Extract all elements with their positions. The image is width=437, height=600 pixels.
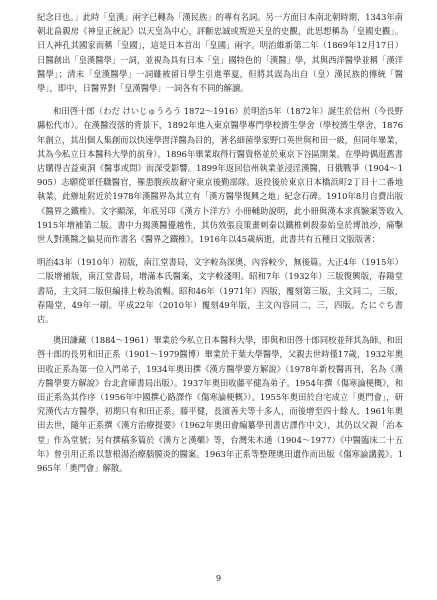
document-body (37, 10, 403, 475)
paragraph-4: 奧田謙藏（1884～1961）畢業於今私立日本醫科大學，即與和田啓十郎同校並拜其為師。和田啓十郎的長男和田正系（1901～1979醫博）畢業於千葉大學醫學，父親去世時僅17歲，1932年奧田收正系為第一位入門弟子，1934年奧田撰《漢方醫學要方解說》（1978年新校醫再刊，名為《漢方醫學要方解說》台北倉庫書局出版）。1937年奧田收藤平健為弟子。1954年撰《傷寒論梗概》，和田正系為其作序（1956年中國撰心路譯作《傷寒論梗概》）。1955年奧田於自宅成立「奧門會」，研究漢代古方醫學，初期只有和田正系，藤平健，長濱善夫等十多人，而後增至四十餘人。1961年奧田去世，隨年正系撰《漢方治療提要》（1962年奧田會編纂學刊書店譯作中文），其仍以父親「治本堂」作為堂號；另有撰稿多篇於《漢方と漢藥》等，台灣朱木通（1904～1977）《中醫臨床二十五年》曾引用正系以慧根湯治療腦膜炎的醫案。1963年正系等整理奧田遺作而出版《傷寒論講義》。1965年「奧門會」解散。 (37, 335, 403, 474)
paragraph-2: 和田啓十郎（わだ けいじゅうろう 1872～1916）於明治5年（1872年）誕生於信州（今長野縣松代市）。在漢醫沒落的背景下，1892年進入東京醫學專門學校濟生學舍（學校濟生學舍，1876年創立，其出個人集創而以快速學習洋醫為目的，著名細菌學家野口英世與和田一級，但同年畢業，其為今私立日本醫科大學的前身）。1896年畢業取得行醫資格並於東京下谷區開業。在學時偶逛舊書店購得吉益東洞《醫事或問》而深受影響。1899年返回信州執業並浸淫漢醫，日俄戰爭（1904～1905）志願從軍任職醫官，罹患腹疾故辭守東京後勤部隊。返投後於東京日本橋浜町2丁目十二番地執業，此辦址附近於1978年漢醫界為其立有「漢方醫學復興之地」紀念石碑。1910年8月自費出版《醫界之鐵椎》。文字顯深，年底另印《漢方卜洋方》小冊輔助說明，此小冊與漢本求真驗案等收入1915年增補第二版。書中力揭漢醫優越性，其仿效張良策畫刺秦以鐵椎刺殺秦始皇於博浪沙，痛擊世人對漢醫之偏見而作書名《醫界之鐵椎》。1916年以45歲病逝，此書共有五種日文版版著： (37, 106, 403, 245)
paragraph-1: 紀念日也。」此時「皇漢」兩字已轉為「漢民族」的專有名詞。另一方面日本南北朝時期，1343年南朝北畠親房《神皇正統記》以天皇為中心，評斷忠誠或叛逆天皇的史觀，此思想稱為「皇國史觀」。日人神孔其國家而稱「皇國」，這是日本首出「皇國」兩字。明治維新第二年（1869年12月17日）日醫創出「皇漢醫學」一詞，並視為具有日本「皇」國特色的「漢醫」學，其與西洋醫學並稱「漢洋醫學」；清末「皇漢醫學」一詞雖被留日學生引進華夏，但將其誤為出自（皇）漢民族的傳統「醫學」，即中，日醫界對「皇漢醫學」一詞各有不同的解讀。 (37, 12, 403, 94)
page-number: 9 (215, 574, 222, 583)
paragraph-3: 明治43年（1910年）初版，南江堂書局，文字較為深奧，內容較少，無後篇。大正4年（1915年）二版增補版，南江堂書局，增滿本氏醫案，文字較淺明。昭和7年（1932年）三版復興版，春陽堂書局，主文同二版但編排上較為流暢。昭和46年（1971年）四版，覆刻第三版，主文同二，三版，春陽堂，49年一刷。平成22年（2010年）覆刻49年版，主文內容同二，三，四版。たにぐち書店。 (37, 257, 403, 325)
